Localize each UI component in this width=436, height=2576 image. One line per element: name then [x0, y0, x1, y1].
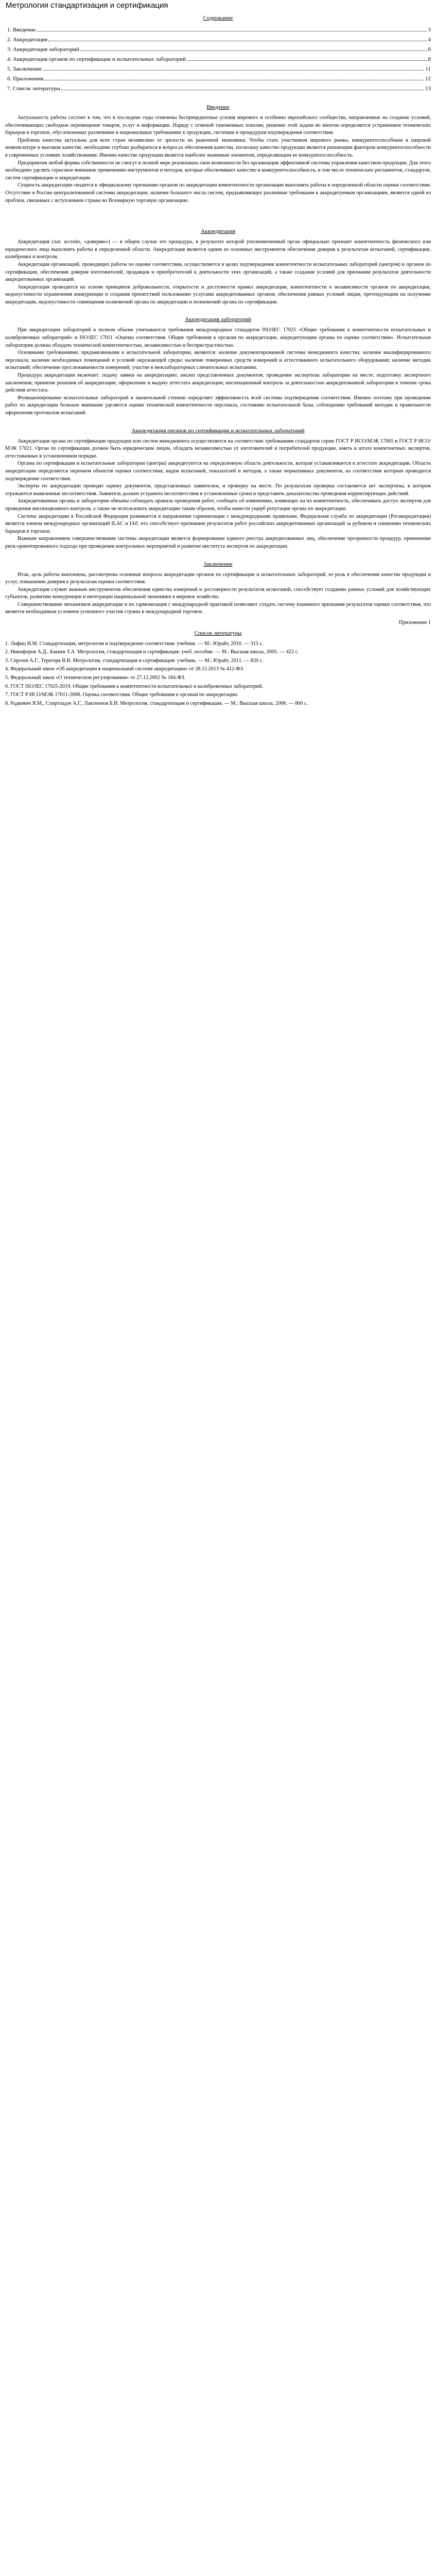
toc-item-label: 4. Аккредитация органов по сертификации и испытательных лабораторий	[7, 56, 186, 62]
toc-item[interactable]	[7, 35, 431, 45]
paragraph: Аккредитация организаций, проводящих работы по оценке соответствия, осуществляется в целях подтверждения компетентности испытательных лабораторий (центров) и органов по сертификации, обеспечения доверия изготовителей, продавцов и приобретателей к деятельности этих организаций, а также создания условий для признания результатов деятельности аккредитованных организаций.	[5, 261, 431, 283]
paragraph: Эксперты по аккредитации проводят оценку документов, представленных заявителем, и проверку на месте. По результатам проверки составляется акт экспертизы, в котором отражаются выявленные несоответствия. Заявитель должен устранить несоответствия в установленные сроки и представить доказательства проведения корректирующих действий.	[5, 483, 431, 497]
reference-item: 7. ГОСТ Р ИСО/МЭК 17011-2008. Оценка соответствия. Общие требования к органам по аккредитации.	[5, 692, 238, 698]
toc-leader-dots	[61, 89, 424, 90]
toc-item-label: 3. Аккредитация лабораторий	[7, 46, 79, 53]
toc-item-label: 2. Аккредитация	[7, 37, 48, 43]
toc-item[interactable]	[7, 74, 431, 84]
paragraph: Аккредитация проводится на основе принципов добровольности, открытости и доступности правил аккредитации, компетентности и независимости органов по аккредитации, недопустимости ограничения конкуренции и создания препятствий пользованию услугами аккредитованных органов, обеспечения равных условий лицам, претендующим на получение аккредитации, недопустимости совмещения полномочий органа по аккредитации и полномочий органа по сертификации.	[5, 284, 431, 305]
paragraph: Итак, цель работы выполнена, рассмотрены основные вопросы аккредитации органов по сертификации и испытательных лабораторий, ее роль в обеспечении качества продукции и услуг, повышении доверия к результатам оценки соответствия.	[5, 571, 431, 585]
toc-item-label: 7. Список литературы	[7, 86, 60, 92]
bodies-body	[5, 438, 431, 551]
paragraph: Аккредитация служит важным инструментом обеспечения единства измерений и достоверности результатов испытаний, способствует созданию равных условий для хозяйствующих субъектов, развитию конкуренции и интеграции национальной экономики в мировое хозяйство.	[5, 586, 431, 600]
toc-item-label: 5. Заключение	[7, 66, 42, 72]
paragraph: Органы по сертификации и испытательные лаборатории (центры) аккредитуются на определенную область деятельности, которая устанавливается в аттестате аккредитации. Область аккредитации определяется перечнем объектов оценки соответствия, видов испытаний, показателей и методов, а также нормативных документов, на соответствие которым проводится подтверждение соответствия.	[5, 461, 431, 482]
paragraph: Совершенствование механизмов аккредитации и их гармонизация с международной практикой позволяют создать систему взаимного признания результатов оценки соответствия, что является необходимым условием успешного участия страны в международной торговле.	[5, 601, 431, 615]
conclusion-body	[5, 571, 431, 617]
toc-item-page: 3	[428, 27, 431, 33]
table-of-contents	[5, 15, 431, 94]
paragraph: Аккредитованные органы и лаборатории обязаны соблюдать правила проведения работ, сообщать об изменениях, влияющих на их компетентность, обеспечивать доступ экспертов для проведения инспекционного контроля, а также не использовать аккредитацию таким образом, чтобы нанести ущерб репутации органа по аккредитации.	[5, 498, 431, 512]
toc-item[interactable]	[7, 84, 431, 94]
paragraph: Важным направлением совершенствования системы аккредитации является формирование единого реестра аккредитованных лиц, обеспечение прозрачности процедур, применение риск-ориентированного подхода при проведении контрольных мероприятий и развитие института экспертов по аккредитации.	[5, 536, 431, 549]
toc-list	[5, 25, 431, 94]
accreditation-body	[5, 239, 431, 306]
toc-leader-dots	[44, 79, 424, 80]
reference-item: 5. Федеральный закон «О техническом регулировании» от 27.12.2002 № 184-ФЗ.	[5, 675, 186, 681]
intro-heading: Введение	[206, 104, 230, 110]
toc-item[interactable]	[7, 25, 431, 35]
toc-item-label: 6. Приложения	[7, 76, 44, 82]
paragraph: Аккредитация (лат. accredo, «доверяю») — в общем случае это процедура, в результате которой уполномоченный орган официально признает компетентность физического или юридического лица выполнять работы в определенной области. Аккредитация является одним из основных инструментов обеспечения доверия к результатам испытаний, сертификации, калибровки и контроля.	[5, 239, 431, 260]
paragraph: Предприятия любой формы собственности не смогут в полной мере реализовать свои возможности без организации эффективной системы управления качеством продукции. Для этого необходимо уделять серьезное внимание применению инструментов и методов, которые обеспечивают качество и конкурентоспособность, в том числе технических регламентов, стандартов, систем сертификации и аккредитации.	[5, 160, 431, 181]
toc-item-page: 12	[425, 76, 431, 82]
toc-leader-dots	[187, 60, 427, 61]
paragraph: Система аккредитации в Российской Федерации развивается в направлении гармонизации с международными правилами. Федеральная служба по аккредитации (Росаккредитация) является членом международных организаций ILAC и IAF, что способствует признанию результатов работ российских аккредитованных организаций за рубежом и снижению технических барьеров в торговле.	[5, 513, 431, 534]
document-page	[5, 0, 431, 707]
paragraph: Основными требованиями, предъявляемыми к испытательной лаборатории, являются: наличие документированной системы менеджмента качества; наличие квалифицированного персонала; наличие необходимых помещений и условий окружающей среды; наличие поверенных средств измерений и аттестованного испытательного оборудования; наличие методик испытаний; обеспечение прослеживаемости измерений; участие в межлабораторных сличительных испытаниях.	[5, 350, 431, 371]
toc-item[interactable]	[7, 45, 431, 55]
accreditation-heading: Аккредитация	[200, 228, 235, 235]
reference-item: 1. Лифиц И.М. Стандартизация, метрология и подтверждение соответствия: учебник. — М.: Юрайт, 2010. — 315 с.	[5, 640, 264, 647]
reference-item: 8. Радкевич Я.М., Схиртладзе А.Г., Лактионов Б.И. Метрология, стандартизация и сертификация. — М.: Высшая школа, 2006. — 800 с.	[5, 700, 308, 706]
appendix-marker: Приложение 1	[398, 620, 431, 626]
reference-item: 2. Никифоров А.Д., Бакиев Т.А. Метрология, стандартизация и сертификация: учеб. пособие. — М.: Высшая школа, 2005. — 422 с.	[5, 649, 299, 655]
toc-item-page: 11	[425, 66, 431, 72]
intro-body	[5, 114, 431, 205]
references-list	[5, 640, 431, 708]
toc-item-page: 8	[428, 56, 431, 62]
paragraph: Сущность аккредитации сводится к официальному признанию органом по аккредитации компетентности организации выполнять работы в определенной области оценки соответствия. Отсутствие в России централизованной системы аккредитации, наличие большого числа систем, предъявляющих различные требования к аккредитуемым организациям, является одной из проблем, связанных с вступлением страны во Всемирную торговую организацию.	[5, 182, 431, 204]
toc-heading: Содержание	[203, 15, 233, 21]
paragraph: Функционирование испытательных лабораторий в значительной степени определяет эффективность всей системы подтверждения соответствия. Именно поэтому при проведении работ по аккредитации большое внимание уделяется оценке технической компетентности персонала, состоянию испытательной базы, соблюдению требований методик и правильности оформления протоколов испытаний.	[5, 395, 431, 416]
toc-item-page: 13	[425, 86, 431, 92]
labs-body	[5, 327, 431, 417]
toc-leader-dots	[80, 50, 427, 51]
paragraph: Процедура аккредитации включает: подачу заявки на аккредитацию; анализ представленных документов; проведение экспертизы лаборатории на месте; подготовку экспертного заключения; принятие решения об аккредитации; оформление и выдачу аттестата аккредитации; инспекционный контроль за деятельностью аккредитованной лаборатории в течение срока действия аттестата.	[5, 372, 431, 394]
toc-leader-dots	[48, 40, 427, 41]
paragraph: Проблема качества актуальна для всех стран независимо от зрелости их рыночной экономики. Чтобы стать участником мирового рынка, конкурентоспособным в широкой номенклатуре и высоком качестве, необходимо глубоко разбираться в вопросах обеспечения качества, поскольку качество продукции является решающим фактором конкурентоспособности в современных условиях хозяйствования. Именно качество продукции является наиболее значимым элементом, определяющим ее конкурентоспособность.	[5, 137, 431, 158]
toc-leader-dots	[37, 30, 427, 31]
reference-item: 6. ГОСТ ISO/IEC 17025-2019. Общие требования к компетентности испытательных и калибровочных лабораторий.	[5, 683, 263, 689]
paragraph: Аккредитация органа по сертификации продукции или систем менеджмента осуществляется на соответствие требованиям стандартов серии ГОСТ Р ИСО/МЭК 17065 и ГОСТ Р ИСО/МЭК 17021. Орган по сертификации должен быть юридическим лицом, обладать независимостью от изготовителей и потребителей продукции, иметь в штате компетентных экспертов, аттестованных в установленном порядке.	[5, 438, 431, 459]
toc-item[interactable]	[7, 55, 431, 64]
paragraph: Актуальность работы состоит в том, что в последние годы отмечены беспрецедентные усилия мирового и особенно европейского сообщества, направленные на создание условий, обеспечивающих свободное перемещение товаров, услуг и информации. Наряду с отменой таможенных пошлин, решение этой задачи во многом определяется устранением технических барьеров в торговле, обусловленных различиями в национальных требованиях к продукции, системам и процедурам подтверждения соответствия.	[5, 115, 431, 136]
toc-item-page: 6	[428, 46, 431, 53]
conclusion-heading: Заключение	[203, 561, 233, 567]
references-heading: Список литературы	[194, 630, 242, 636]
reference-item: 3. Сергеев А.Г., Терегеря В.В. Метрология, стандартизация и сертификация: учебник. — М.: Юрайт, 2011. — 820 с.	[5, 657, 264, 664]
toc-leader-dots	[43, 70, 424, 71]
toc-item[interactable]	[7, 64, 431, 74]
labs-heading: Аккредитация лабораторий	[185, 316, 251, 323]
document-title: Метрология стандартизация и сертификация	[6, 1, 168, 10]
reference-item: 4. Федеральный закон «Об аккредитации в национальной системе аккредитации» от 28.12.2013 № 412-ФЗ.	[5, 666, 245, 672]
toc-item-label: 1. Введение	[7, 27, 36, 33]
bodies-heading: Аккредитация органов по сертификации и испытательных лабораторий	[131, 427, 305, 434]
toc-item-page: 4	[428, 37, 431, 43]
paragraph: При аккредитации лабораторий в полном объеме учитываются требования международных стандартов ISO/IEC 17025 «Общие требования к компетентности испытательных и калибровочных лабораторий» и ISO/IEC 17011 «Оценка соответствия. Общие требования к органам по аккредитации, аккредитующим органы по оценке соответствия». Испытательная лаборатория должна обладать технической компетентностью, независимостью и беспристрастностью.	[5, 327, 431, 348]
